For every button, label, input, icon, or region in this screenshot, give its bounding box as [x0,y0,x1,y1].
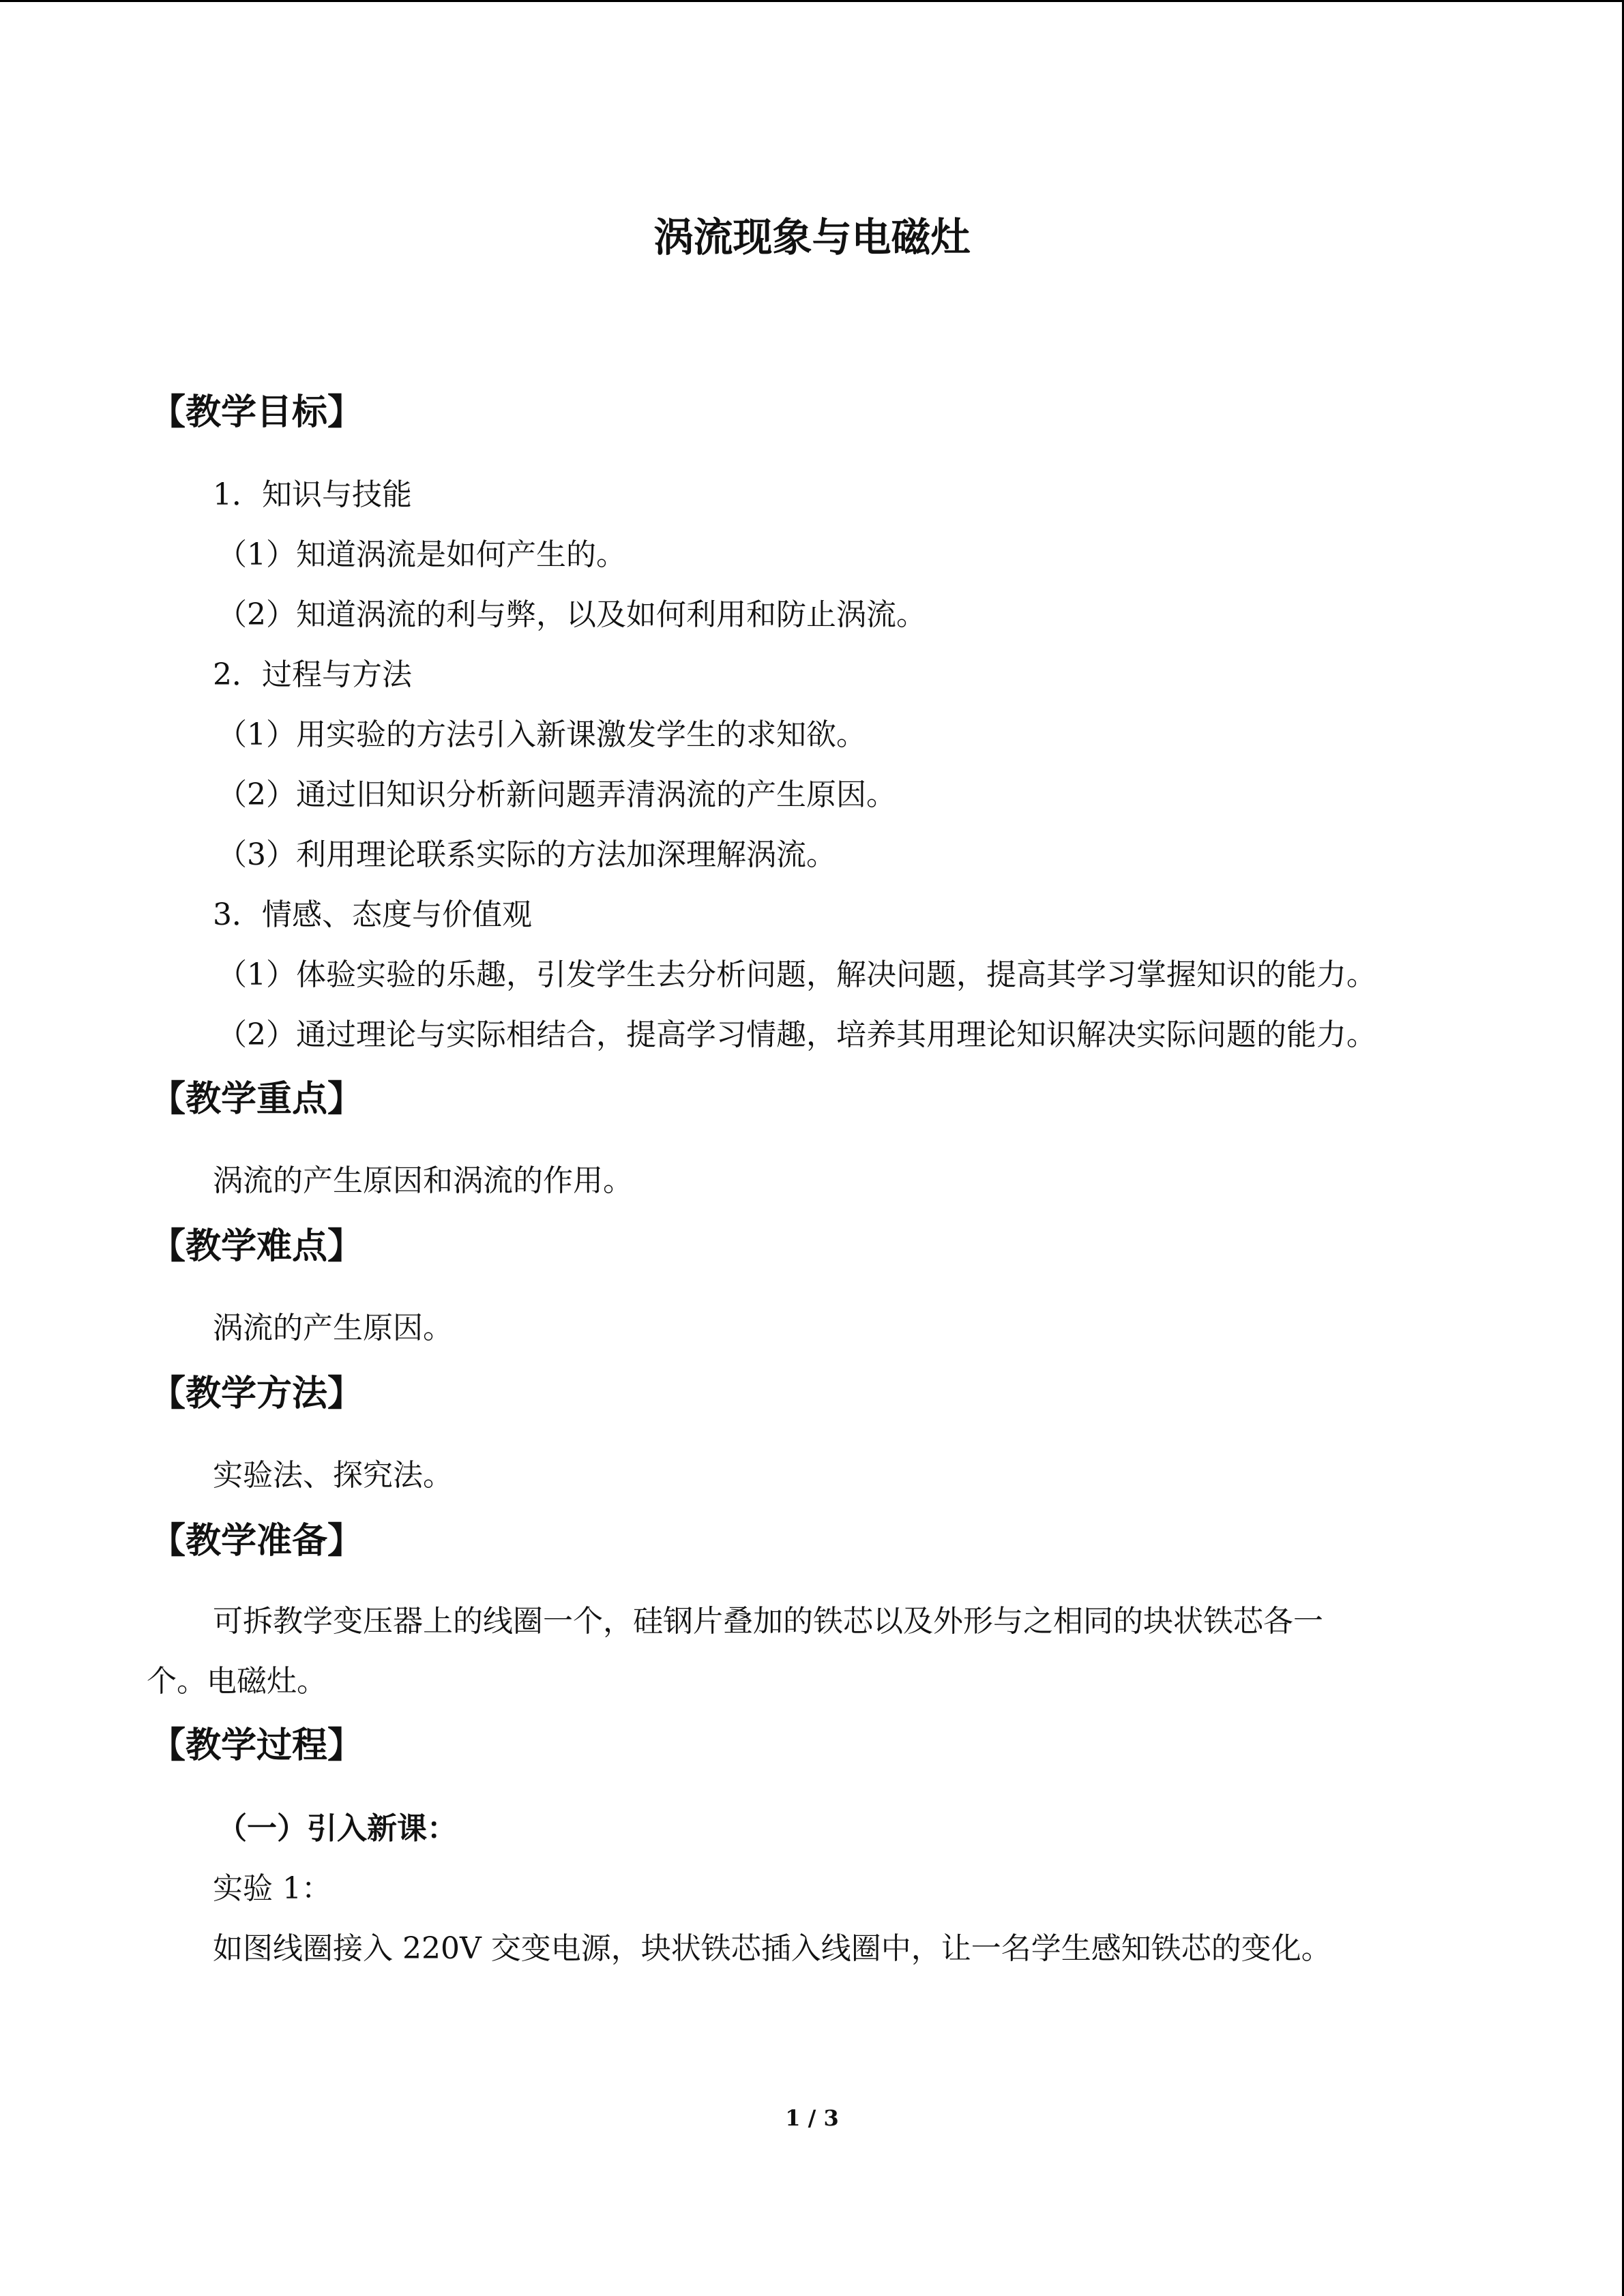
heading-preparation: 【教学准备】 [150,1520,364,1562]
preparation-text-line1: 可拆教学变压器上的线圈一个，硅钢片叠加的铁芯以及外形与之相同的块状铁芯各一 [213,1604,1323,1639]
objective-item: （2）通过旧知识分析新问题弄清涡流的产生原因。 [217,777,896,812]
objective-section-label: 3．情感、态度与价值观 [213,897,532,932]
objective-item: （1）用实验的方法引入新课激发学生的求知欲。 [217,717,866,752]
experiment-text: 如图线圈接入 220V 交变电源，块状铁芯插入线圈中，让一名学生感知铁芯的变化。 [213,1931,1331,1966]
process-subheading: （一）引入新课： [217,1811,457,1846]
objective-item: （1）体验实验的乐趣，引发学生去分析问题，解决问题，提高其学习掌握知识的能力。 [217,957,1376,992]
heading-process: 【教学过程】 [150,1725,364,1766]
methods-text: 实验法、探究法。 [213,1458,453,1493]
experiment-label: 实验 1： [213,1871,331,1906]
preparation-text-line2: 个。电磁灶。 [147,1664,327,1699]
objective-section-label: 2．过程与方法 [213,657,412,692]
objective-section-label: 1．知识与技能 [213,477,412,512]
page-number: 1 / 3 [785,2105,839,2131]
objective-item: （1）知道涡流是如何产生的。 [217,537,626,572]
objective-item: （3）利用理论联系实际的方法加深理解涡流。 [217,837,836,872]
heading-objectives: 【教学目标】 [150,391,364,433]
page-border-top [0,0,1624,2]
key-points-text: 涡流的产生原因和涡流的作用。 [213,1163,633,1198]
heading-methods: 【教学方法】 [150,1373,364,1414]
heading-difficulties: 【教学难点】 [150,1225,364,1267]
difficulties-text: 涡流的产生原因。 [213,1311,453,1345]
heading-key-points: 【教学重点】 [150,1078,364,1120]
objective-item: （2）知道涡流的利与弊，以及如何利用和防止涡流。 [217,597,926,632]
document-title: 涡流现象与电磁灶 [653,214,971,260]
objective-item: （2）通过理论与实际相结合，提高学习情趣，培养其用理论知识解决实际问题的能力。 [217,1017,1376,1052]
